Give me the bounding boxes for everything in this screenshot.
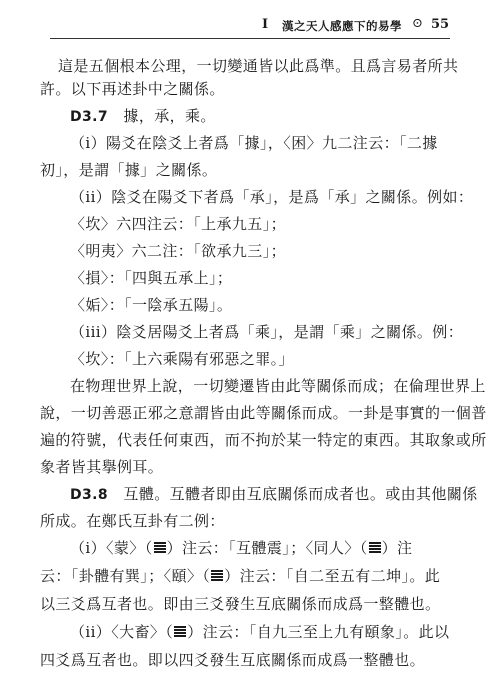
text-line: 以三爻爲互者也。即由三爻發生互底關係而成爲一整體也。 bbox=[40, 595, 441, 613]
text-line: 〈坎〉：「上六乘陽有邪惡之罪。」 bbox=[70, 350, 294, 368]
hexagram-icon bbox=[211, 569, 223, 584]
text-line: （i）〈蒙〉（ ）注云：「互體震」；〈同人〉（ ）注 bbox=[70, 539, 413, 557]
running-header bbox=[0, 14, 488, 38]
text-line: 〈姤〉：「一陰承五陽」。 bbox=[70, 296, 233, 314]
circle-dot-icon: ⊙ bbox=[412, 16, 423, 31]
text-line: 許。以下再述卦中之關係。 bbox=[40, 80, 225, 98]
text-line: （ii）陰爻在陽爻下者爲「承」，是爲「承」之關係。例如： bbox=[70, 188, 474, 206]
header-rule bbox=[50, 38, 450, 39]
hexagram-icon bbox=[174, 625, 186, 640]
text-line: 說，一切善惡正邪之意謂皆由此等關係而成。一卦是事實的一個普 bbox=[40, 404, 487, 422]
text-line: 云：「卦體有巽」；〈頤〉（ ）注云：「自二至五有二坤」。此 bbox=[40, 567, 441, 585]
chapter-numeral: I bbox=[262, 17, 269, 32]
text-line: 〈明夷〉六二注：「欲承九三」； bbox=[70, 242, 287, 260]
text-line: 〈坎〉六四注云：「上承九五」； bbox=[70, 215, 287, 233]
text-line: 四爻爲互者也。即以四爻發生互底關係而成爲一整體也。 bbox=[40, 651, 426, 669]
page-number: 55 bbox=[431, 17, 450, 32]
running-title: 漢之天人感應下的易學 bbox=[282, 19, 402, 33]
text-line: 所成。在鄭氏互卦有二例： bbox=[40, 512, 225, 530]
hexagram-icon bbox=[154, 541, 166, 556]
text-line: 遍的符號，代表任何東西，而不拘於某一特定的東西。其取象或所 bbox=[40, 431, 487, 449]
section-number: D3.8 bbox=[70, 487, 109, 503]
text-line: 這是五個根本公理，一切變通皆以此爲準。且爲言易者所共 bbox=[58, 57, 459, 75]
hexagram-icon bbox=[369, 541, 381, 556]
text-line: （iii）陰爻居陽爻上者爲「乘」，是謂「乘」之關係。例： bbox=[70, 323, 464, 341]
text-line: 〈損〉：「四與五承上」； bbox=[70, 269, 233, 287]
text-line: （i）陽爻在陰爻上者爲「據」，〈困〉九二注云：「二據 bbox=[70, 134, 438, 152]
text-line: D3.8 互體。互體者即由互底關係而成者也。或由其他關係 bbox=[70, 485, 478, 503]
text-line: 象者皆其擧例耳。 bbox=[40, 458, 164, 476]
section-number: D3.7 bbox=[70, 109, 109, 125]
text-line: 在物理世界上說，一切變遷皆由此等關係而成；在倫理世界上 bbox=[70, 377, 486, 395]
text-line: （ii）〈大畜〉（ ）注云：「自九三至上九有頤象」。此以 bbox=[70, 623, 450, 641]
text-line: 初」，是謂「據」之關係。 bbox=[40, 161, 218, 179]
text-line: D3.7 據，承，乘。 bbox=[70, 107, 216, 125]
